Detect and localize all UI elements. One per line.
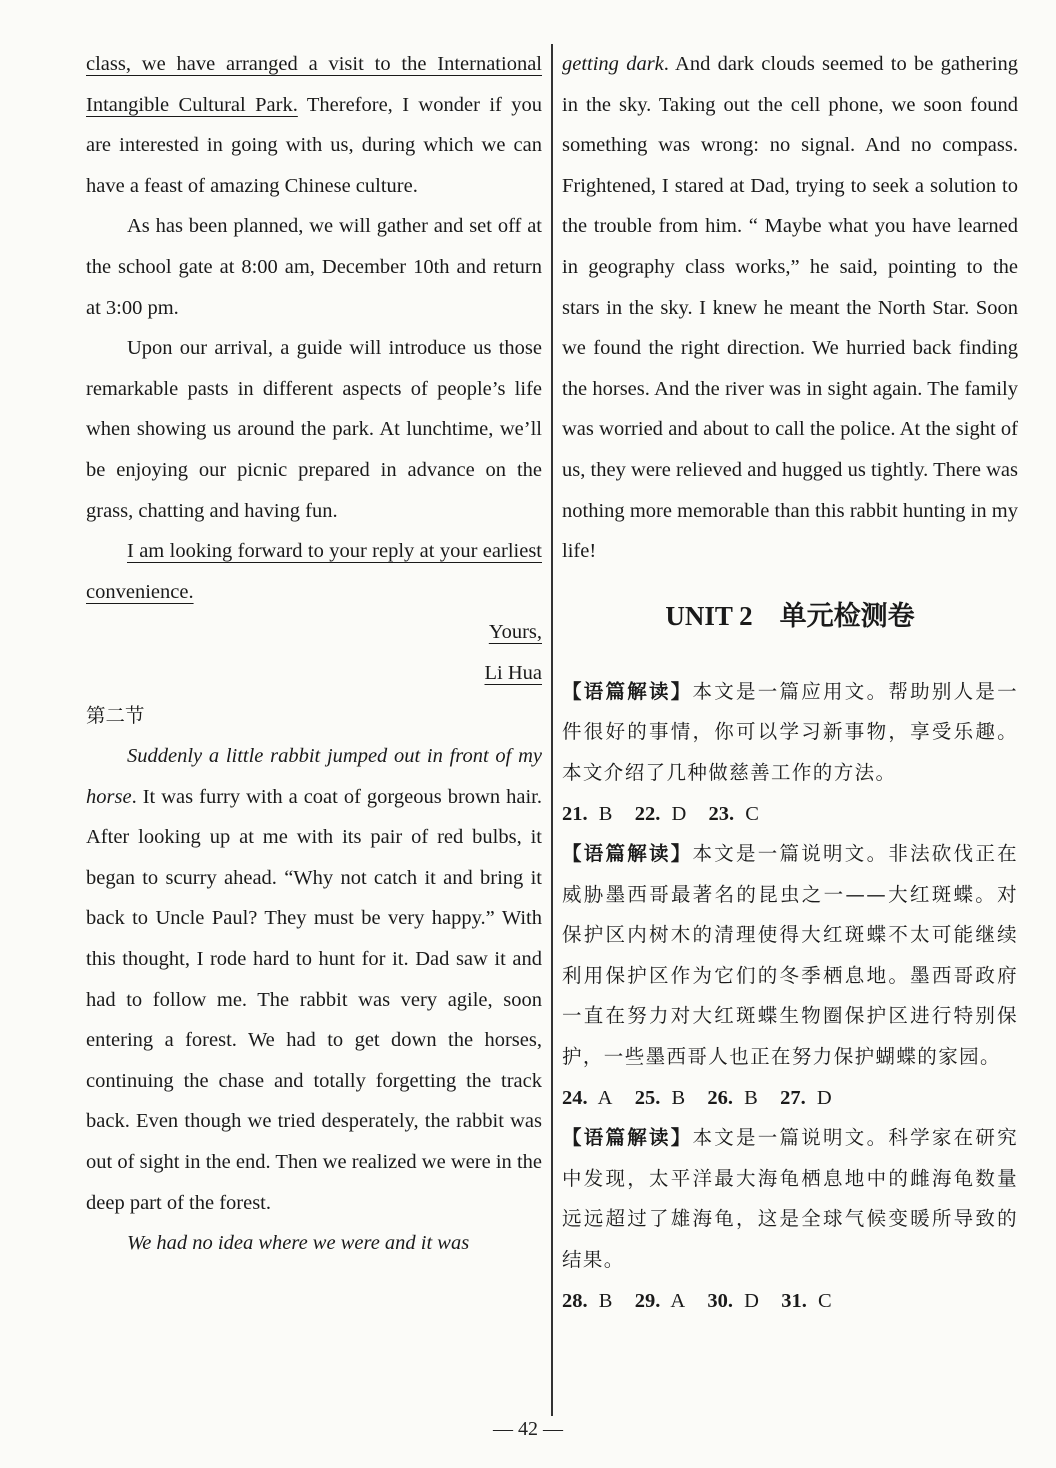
letter-paragraph-3: Upon our arrival, a guide will introduce us those remarkable pasts in different aspects of people’s life when showing us around the park. At lunchtime, we’ll be enjoying our picnic prepared in advance on the grass, chatting and having fun. — [86, 337, 542, 522]
answers-24-27: 24. A 25. B 26. B 27. D — [562, 1086, 832, 1109]
passage-analysis-2: 【语篇解读】本文是一篇说明文。非法砍伐正在威胁墨西哥最著名的昆虫之一——大红斑蝶。对保护区内树木的清理使得大红斑蝶不太可能继续利用保护区作为它们的冬季栖息地。墨西哥政府一直在努力对大红斑蝶生物圈保护区进行特别保护，一些墨西哥人也正在努力保护蝴蝶的家园。 — [562, 842, 1018, 1069]
section-heading: 第二节 — [86, 703, 145, 727]
story-paragraph-2-start: We had no idea where we were and it was — [127, 1232, 470, 1255]
column-divider — [551, 44, 553, 1416]
analysis-tag: 【语篇解读】 — [562, 679, 693, 703]
underlined-sentence: class, we have arranged a visit to the International Intangible Cultural Park. — [86, 53, 542, 116]
letter-closing: Yours, — [488, 621, 542, 644]
right-column — [562, 44, 1018, 1321]
letter-paragraph-1: class, we have arranged a visit to the International Intangible Cultural Park. Therefore, I wonder if you are interested in going with us, during which we can have a feast of amazing Chinese culture. — [86, 53, 543, 197]
letter-paragraph-4: I am looking forward to your reply at your earliest convenience. — [86, 540, 542, 603]
passage-analysis-3: 【语篇解读】本文是一篇说明文。科学家在研究中发现，太平洋最大海龟栖息地中的雌海龟数量远远超过了雄海龟，这是全球气候变暖所导致的结果。 — [562, 1126, 1018, 1272]
left-column — [86, 44, 542, 1264]
story-paragraph-2-continued: getting dark. And dark clouds seemed to be gathering in the sky. Taking out the cell phone, we soon found something was wrong: no signal. And no compass. Frightened, I stared at Dad, trying to seek a solution to the trouble from him. “ Maybe what you have learned in geography class works,” he said, pointing to the stars in the sky. I knew he meant the North Star. Soon we found the right direction. We hurried back finding the horses. And the river was in sight again. The family was worried and about to call the police. At the sight of us, they were relieved and hugged us tightly. There was nothing more memorable than this rabbit hunting in my life! — [562, 53, 1018, 563]
letter-signature: Li Hua — [484, 661, 542, 684]
unit-title: UNIT 2 单元检测卷 — [665, 600, 915, 631]
answers-28-31: 28. B 29. A 30. D 31. C — [562, 1289, 832, 1312]
passage-analysis-1: 【语篇解读】本文是一篇应用文。帮助别人是一件很好的事情，你可以学习新事物，享受乐趣。本文介绍了几种做慈善工作的方法。 — [562, 679, 1018, 784]
page-number: — 42 — — [493, 1418, 563, 1440]
analysis-tag: 【语篇解读】 — [562, 842, 693, 866]
letter-paragraph-2: As has been planned, we will gather and set off at the school gate at 8:00 am, December 10th and return at 3:00 pm. — [86, 215, 542, 319]
analysis-tag: 【语篇解读】 — [562, 1126, 693, 1150]
answers-21-23: 21. B 22. D 23. C — [562, 802, 759, 825]
story-paragraph-1: Suddenly a little rabbit jumped out in front of my horse. It was furry with a coat of gorgeous brown hair. After looking up at me with its pair of red bulbs, it began to scurry ahead. “Why not catch it and bring it back to Uncle Paul? They must be very happy.” With this thought, I rode hard to hunt for it. Dad saw it and had to follow me. The rabbit was very agile, soon entering a forest. We had to get down the horses, continuing the chase and totally forgetting the track back. Even though we tried desperately, the rabbit was out of sight in the end. Then we realized we were in the deep part of the forest. — [86, 745, 542, 1214]
